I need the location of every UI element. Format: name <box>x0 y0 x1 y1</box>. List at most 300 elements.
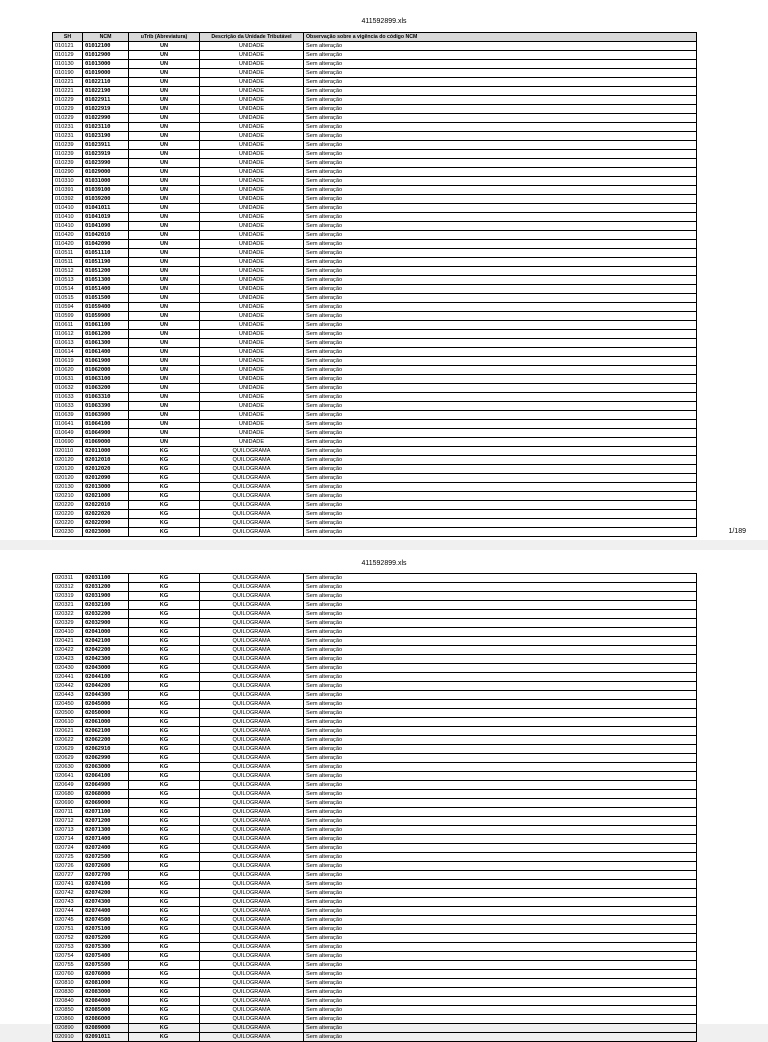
cell-observation: Sem alteração <box>304 799 697 808</box>
cell-sh: 020120 <box>53 474 83 483</box>
cell-utrib: UN <box>129 60 200 69</box>
cell-sh: 010221 <box>53 87 83 96</box>
cell-observation: Sem alteração <box>304 420 697 429</box>
cell-observation: Sem alteração <box>304 943 697 952</box>
cell-observation: Sem alteração <box>304 817 697 826</box>
cell-utrib: KG <box>129 709 200 718</box>
cell-utrib: KG <box>129 1033 200 1042</box>
header-ncm: NCM <box>83 33 129 42</box>
cell-ncm: 01023911 <box>83 141 129 150</box>
table-row <box>53 321 697 330</box>
table-row <box>53 691 697 700</box>
cell-ncm: 02083000 <box>83 988 129 997</box>
cell-sh: 010410 <box>53 222 83 231</box>
cell-ncm: 01061100 <box>83 321 129 330</box>
cell-sh: 020752 <box>53 934 83 943</box>
cell-observation: Sem alteração <box>304 889 697 898</box>
cell-observation: Sem alteração <box>304 628 697 637</box>
header-observation: Observação sobre a vigência do código NCM <box>304 33 697 42</box>
table-row <box>53 114 697 123</box>
table-row <box>53 907 697 916</box>
cell-utrib: KG <box>129 519 200 528</box>
cell-utrib: KG <box>129 934 200 943</box>
cell-description: UNIDADE <box>200 375 304 384</box>
cell-sh: 020319 <box>53 592 83 601</box>
cell-observation: Sem alteração <box>304 853 697 862</box>
header-row <box>53 33 697 42</box>
cell-observation: Sem alteração <box>304 862 697 871</box>
cell-ncm: 02074300 <box>83 898 129 907</box>
cell-utrib: UN <box>129 132 200 141</box>
cell-observation: Sem alteração <box>304 970 697 979</box>
cell-sh: 010511 <box>53 258 83 267</box>
cell-observation: Sem alteração <box>304 465 697 474</box>
cell-observation: Sem alteração <box>304 1015 697 1024</box>
cell-description: UNIDADE <box>200 51 304 60</box>
cell-utrib: UN <box>129 177 200 186</box>
table-row <box>53 51 697 60</box>
table-row <box>53 601 697 610</box>
cell-observation: Sem alteração <box>304 132 697 141</box>
table-body <box>53 42 697 537</box>
table-row <box>53 880 697 889</box>
cell-observation: Sem alteração <box>304 727 697 736</box>
cell-sh: 010229 <box>53 96 83 105</box>
cell-ncm: 01022911 <box>83 96 129 105</box>
cell-description: UNIDADE <box>200 429 304 438</box>
cell-utrib: KG <box>129 583 200 592</box>
cell-description: UNIDADE <box>200 186 304 195</box>
cell-ncm: 02091011 <box>83 1033 129 1042</box>
cell-ncm: 02012090 <box>83 474 129 483</box>
cell-observation: Sem alteração <box>304 925 697 934</box>
cell-observation: Sem alteração <box>304 204 697 213</box>
cell-ncm: 02074100 <box>83 880 129 889</box>
table-row <box>53 628 697 637</box>
cell-description: QUILOGRAMA <box>200 655 304 664</box>
page-number: 1/189 <box>728 528 746 535</box>
cell-utrib: KG <box>129 682 200 691</box>
cell-ncm: 02023000 <box>83 528 129 537</box>
cell-sh: 020860 <box>53 1015 83 1024</box>
cell-sh: 020713 <box>53 826 83 835</box>
cell-sh: 020621 <box>53 727 83 736</box>
cell-description: UNIDADE <box>200 222 304 231</box>
cell-utrib: UN <box>129 159 200 168</box>
cell-utrib: KG <box>129 727 200 736</box>
table-row <box>53 510 697 519</box>
cell-sh: 010611 <box>53 321 83 330</box>
table-row <box>53 754 697 763</box>
cell-sh: 020630 <box>53 763 83 772</box>
cell-observation: Sem alteração <box>304 916 697 925</box>
table-row <box>53 87 697 96</box>
cell-sh: 020724 <box>53 844 83 853</box>
cell-observation: Sem alteração <box>304 348 697 357</box>
table-row <box>53 519 697 528</box>
cell-sh: 010190 <box>53 69 83 78</box>
cell-ncm: 02075400 <box>83 952 129 961</box>
cell-utrib: UN <box>129 339 200 348</box>
cell-observation: Sem alteração <box>304 907 697 916</box>
cell-description: QUILOGRAMA <box>200 898 304 907</box>
cell-sh: 020210 <box>53 492 83 501</box>
cell-utrib: UN <box>129 114 200 123</box>
cell-description: QUILOGRAMA <box>200 763 304 772</box>
cell-utrib: KG <box>129 781 200 790</box>
cell-utrib: KG <box>129 673 200 682</box>
cell-utrib: KG <box>129 889 200 898</box>
cell-observation: Sem alteração <box>304 492 697 501</box>
cell-ncm: 02075100 <box>83 925 129 934</box>
cell-ncm: 02031900 <box>83 592 129 601</box>
cell-utrib: UN <box>129 42 200 51</box>
cell-ncm: 02062200 <box>83 736 129 745</box>
cell-ncm: 02064100 <box>83 772 129 781</box>
cell-observation: Sem alteração <box>304 781 697 790</box>
cell-description: QUILOGRAMA <box>200 754 304 763</box>
cell-utrib: UN <box>129 150 200 159</box>
table-row <box>53 1024 697 1033</box>
cell-ncm: 02013000 <box>83 483 129 492</box>
cell-observation: Sem alteração <box>304 393 697 402</box>
cell-ncm: 01051300 <box>83 276 129 285</box>
cell-observation: Sem alteração <box>304 303 697 312</box>
table-row <box>53 943 697 952</box>
cell-description: QUILOGRAMA <box>200 961 304 970</box>
ncm-table <box>52 573 697 1042</box>
cell-observation: Sem alteração <box>304 952 697 961</box>
table-row <box>53 871 697 880</box>
cell-description: QUILOGRAMA <box>200 934 304 943</box>
cell-utrib: UN <box>129 303 200 312</box>
cell-ncm: 02032900 <box>83 619 129 628</box>
cell-description: QUILOGRAMA <box>200 592 304 601</box>
cell-ncm: 02050000 <box>83 709 129 718</box>
table-row <box>53 249 697 258</box>
cell-description: QUILOGRAMA <box>200 1024 304 1033</box>
cell-description: QUILOGRAMA <box>200 574 304 583</box>
cell-utrib: KG <box>129 853 200 862</box>
cell-sh: 010513 <box>53 276 83 285</box>
cell-ncm: 01063100 <box>83 375 129 384</box>
cell-description: UNIDADE <box>200 402 304 411</box>
cell-ncm: 02071400 <box>83 835 129 844</box>
cell-ncm: 01069000 <box>83 438 129 447</box>
cell-ncm: 01023190 <box>83 132 129 141</box>
cell-description: QUILOGRAMA <box>200 727 304 736</box>
cell-ncm: 02032100 <box>83 601 129 610</box>
table-row <box>53 583 697 592</box>
cell-utrib: UN <box>129 366 200 375</box>
cell-utrib: KG <box>129 465 200 474</box>
cell-observation: Sem alteração <box>304 285 697 294</box>
cell-description: UNIDADE <box>200 366 304 375</box>
cell-ncm: 01051200 <box>83 267 129 276</box>
table-row <box>53 844 697 853</box>
cell-observation: Sem alteração <box>304 709 697 718</box>
cell-utrib: KG <box>129 619 200 628</box>
cell-utrib: KG <box>129 988 200 997</box>
cell-description: QUILOGRAMA <box>200 664 304 673</box>
table-row <box>53 655 697 664</box>
cell-utrib: KG <box>129 601 200 610</box>
table-row <box>53 501 697 510</box>
cell-sh: 020712 <box>53 817 83 826</box>
cell-description: QUILOGRAMA <box>200 808 304 817</box>
table-row <box>53 781 697 790</box>
cell-utrib: UN <box>129 78 200 87</box>
cell-description: UNIDADE <box>200 42 304 51</box>
table-row <box>53 177 697 186</box>
cell-description: UNIDADE <box>200 240 304 249</box>
cell-observation: Sem alteração <box>304 754 697 763</box>
cell-sh: 020727 <box>53 871 83 880</box>
cell-observation: Sem alteração <box>304 601 697 610</box>
cell-description: UNIDADE <box>200 213 304 222</box>
cell-ncm: 01022990 <box>83 114 129 123</box>
cell-description: UNIDADE <box>200 96 304 105</box>
cell-description: QUILOGRAMA <box>200 510 304 519</box>
cell-ncm: 01041011 <box>83 204 129 213</box>
cell-utrib: UN <box>129 240 200 249</box>
cell-utrib: UN <box>129 438 200 447</box>
cell-ncm: 02072700 <box>83 871 129 880</box>
cell-description: UNIDADE <box>200 168 304 177</box>
table-row <box>53 357 697 366</box>
cell-observation: Sem alteração <box>304 835 697 844</box>
cell-ncm: 01039100 <box>83 186 129 195</box>
cell-description: UNIDADE <box>200 132 304 141</box>
cell-utrib: KG <box>129 961 200 970</box>
cell-ncm: 01012100 <box>83 42 129 51</box>
cell-description: UNIDADE <box>200 420 304 429</box>
cell-description: QUILOGRAMA <box>200 519 304 528</box>
cell-observation: Sem alteração <box>304 1033 697 1042</box>
table-row <box>53 348 697 357</box>
cell-sh: 010614 <box>53 348 83 357</box>
cell-utrib: KG <box>129 528 200 537</box>
cell-observation: Sem alteração <box>304 339 697 348</box>
ncm-table <box>52 32 697 537</box>
cell-sh: 020840 <box>53 997 83 1006</box>
cell-utrib: UN <box>129 123 200 132</box>
cell-sh: 020743 <box>53 898 83 907</box>
cell-ncm: 02069000 <box>83 799 129 808</box>
table-row <box>53 303 697 312</box>
table-row <box>53 159 697 168</box>
cell-ncm: 01039200 <box>83 195 129 204</box>
table-row <box>53 736 697 745</box>
cell-observation: Sem alteração <box>304 988 697 997</box>
cell-sh: 010633 <box>53 393 83 402</box>
cell-observation: Sem alteração <box>304 195 697 204</box>
table-row <box>53 375 697 384</box>
cell-observation: Sem alteração <box>304 691 697 700</box>
table-row <box>53 339 697 348</box>
cell-observation: Sem alteração <box>304 1006 697 1015</box>
table-row <box>53 619 697 628</box>
cell-observation: Sem alteração <box>304 718 697 727</box>
cell-observation: Sem alteração <box>304 60 697 69</box>
cell-ncm: 02011000 <box>83 447 129 456</box>
cell-description: UNIDADE <box>200 276 304 285</box>
cell-observation: Sem alteração <box>304 258 697 267</box>
cell-sh: 020741 <box>53 880 83 889</box>
table-row <box>53 330 697 339</box>
cell-utrib: UN <box>129 312 200 321</box>
cell-observation: Sem alteração <box>304 700 697 709</box>
cell-sh: 020329 <box>53 619 83 628</box>
cell-description: QUILOGRAMA <box>200 483 304 492</box>
cell-utrib: KG <box>129 970 200 979</box>
cell-ncm: 02071200 <box>83 817 129 826</box>
table-row <box>53 294 697 303</box>
table-row <box>53 961 697 970</box>
cell-ncm: 01041090 <box>83 222 129 231</box>
cell-description: QUILOGRAMA <box>200 907 304 916</box>
cell-utrib: KG <box>129 862 200 871</box>
cell-utrib: KG <box>129 835 200 844</box>
cell-observation: Sem alteração <box>304 763 697 772</box>
cell-sh: 020830 <box>53 988 83 997</box>
cell-sh: 010310 <box>53 177 83 186</box>
cell-sh: 010512 <box>53 267 83 276</box>
cell-utrib: KG <box>129 871 200 880</box>
cell-utrib: KG <box>129 907 200 916</box>
cell-sh: 020230 <box>53 528 83 537</box>
cell-utrib: KG <box>129 637 200 646</box>
cell-ncm: 02068000 <box>83 790 129 799</box>
cell-ncm: 02081000 <box>83 979 129 988</box>
cell-description: QUILOGRAMA <box>200 583 304 592</box>
cell-utrib: UN <box>129 204 200 213</box>
page-gap <box>0 540 768 550</box>
cell-ncm: 02071300 <box>83 826 129 835</box>
cell-observation: Sem alteração <box>304 87 697 96</box>
cell-sh: 020742 <box>53 889 83 898</box>
cell-observation: Sem alteração <box>304 330 697 339</box>
table-row <box>53 574 697 583</box>
cell-utrib: KG <box>129 925 200 934</box>
cell-sh: 020220 <box>53 501 83 510</box>
cell-ncm: 02074500 <box>83 916 129 925</box>
table-row <box>53 1033 697 1042</box>
cell-utrib: KG <box>129 952 200 961</box>
cell-sh: 010594 <box>53 303 83 312</box>
table-row <box>53 745 697 754</box>
cell-observation: Sem alteração <box>304 447 697 456</box>
cell-description: QUILOGRAMA <box>200 501 304 510</box>
cell-ncm: 02022090 <box>83 519 129 528</box>
cell-utrib: KG <box>129 510 200 519</box>
cell-observation: Sem alteração <box>304 78 697 87</box>
table-row <box>53 988 697 997</box>
cell-utrib: KG <box>129 763 200 772</box>
cell-description: UNIDADE <box>200 114 304 123</box>
cell-ncm: 02072400 <box>83 844 129 853</box>
cell-observation: Sem alteração <box>304 997 697 1006</box>
cell-sh: 020850 <box>53 1006 83 1015</box>
cell-utrib: KG <box>129 501 200 510</box>
cell-observation: Sem alteração <box>304 664 697 673</box>
cell-ncm: 01059900 <box>83 312 129 321</box>
cell-description: UNIDADE <box>200 312 304 321</box>
cell-ncm: 02062990 <box>83 754 129 763</box>
cell-description: UNIDADE <box>200 123 304 132</box>
cell-ncm: 02074400 <box>83 907 129 916</box>
cell-description: UNIDADE <box>200 303 304 312</box>
cell-ncm: 02075300 <box>83 943 129 952</box>
cell-utrib: KG <box>129 592 200 601</box>
cell-observation: Sem alteração <box>304 808 697 817</box>
cell-observation: Sem alteração <box>304 429 697 438</box>
cell-utrib: KG <box>129 456 200 465</box>
cell-sh: 020744 <box>53 907 83 916</box>
cell-ncm: 01042090 <box>83 240 129 249</box>
table-row <box>53 862 697 871</box>
cell-description: QUILOGRAMA <box>200 610 304 619</box>
cell-sh: 010239 <box>53 141 83 150</box>
cell-description: UNIDADE <box>200 393 304 402</box>
cell-ncm: 02031200 <box>83 583 129 592</box>
cell-utrib: KG <box>129 664 200 673</box>
cell-description: QUILOGRAMA <box>200 619 304 628</box>
table-row <box>53 808 697 817</box>
document-title: 411592899.xls <box>361 18 407 25</box>
cell-description: QUILOGRAMA <box>200 880 304 889</box>
cell-observation: Sem alteração <box>304 150 697 159</box>
cell-ncm: 02042100 <box>83 637 129 646</box>
cell-ncm: 01022190 <box>83 87 129 96</box>
cell-utrib: KG <box>129 447 200 456</box>
table-row <box>53 438 697 447</box>
cell-sh: 010633 <box>53 402 83 411</box>
cell-ncm: 02063000 <box>83 763 129 772</box>
cell-observation: Sem alteração <box>304 682 697 691</box>
table-row <box>53 69 697 78</box>
table-row <box>53 456 697 465</box>
cell-ncm: 02031100 <box>83 574 129 583</box>
cell-sh: 010129 <box>53 51 83 60</box>
cell-description: UNIDADE <box>200 249 304 258</box>
table-row <box>53 1006 697 1015</box>
table-row <box>53 934 697 943</box>
table-row <box>53 700 697 709</box>
cell-description: QUILOGRAMA <box>200 447 304 456</box>
cell-observation: Sem alteração <box>304 366 697 375</box>
cell-ncm: 02062910 <box>83 745 129 754</box>
cell-ncm: 01029000 <box>83 168 129 177</box>
cell-utrib: UN <box>129 141 200 150</box>
table-row <box>53 465 697 474</box>
table-row <box>53 240 697 249</box>
table-row <box>53 420 697 429</box>
cell-utrib: KG <box>129 979 200 988</box>
cell-sh: 020500 <box>53 709 83 718</box>
cell-utrib: KG <box>129 790 200 799</box>
table-row <box>53 213 697 222</box>
header-description: Descrição da Unidade Tributável <box>200 33 304 42</box>
cell-sh: 010619 <box>53 357 83 366</box>
cell-utrib: KG <box>129 574 200 583</box>
table-row <box>53 492 697 501</box>
cell-description: QUILOGRAMA <box>200 628 304 637</box>
cell-sh: 020421 <box>53 637 83 646</box>
cell-observation: Sem alteração <box>304 528 697 537</box>
cell-ncm: 02074200 <box>83 889 129 898</box>
table-row <box>53 673 697 682</box>
